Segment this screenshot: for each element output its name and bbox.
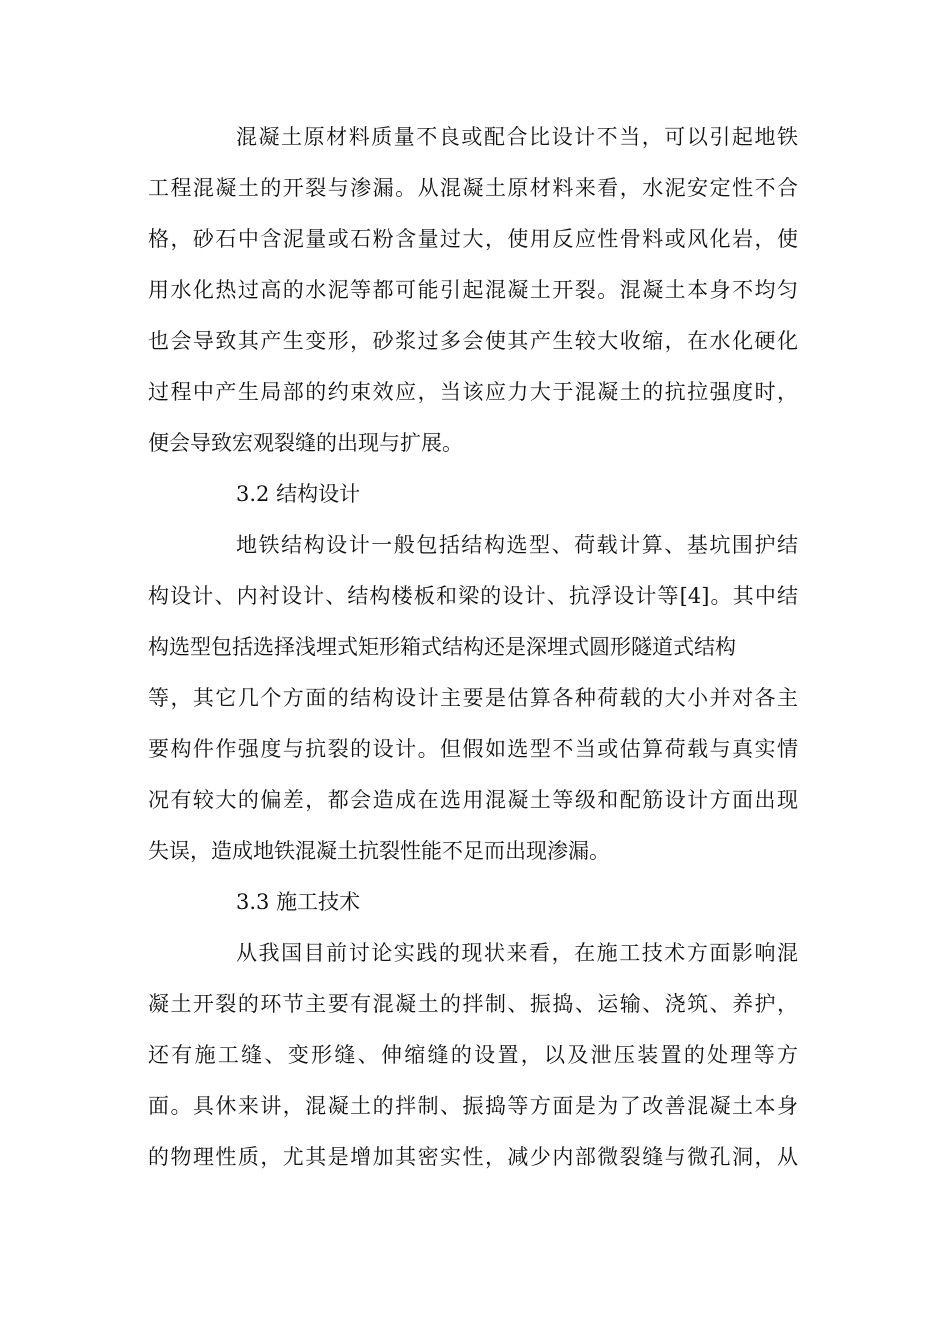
text-line: 的物理性质，尤其是增加其密实性，减少内部微裂缝与微孔洞，从: [148, 1145, 798, 1169]
text-line: 工程混凝土的开裂与渗漏。从混凝土原材料来看，水泥安定性不合: [148, 176, 798, 200]
text-line: 失误，造成地铁混凝土抗裂性能不足而出现渗漏。: [148, 839, 610, 863]
text-line: 凝土开裂的环节主要有混凝土的拌制、振捣、运输、浇筑、养护，: [148, 992, 798, 1016]
section-heading-construction-technique: 3.3 施工技术: [236, 890, 361, 914]
text-line: 构设计、内衬设计、结构楼板和梁的设计、抗浮设计等[4]。其中结: [148, 584, 798, 608]
paragraph-structure-design: [148, 520, 798, 877]
text-line: 要构件作强度与抗裂的设计。但假如选型不当或估算荷载与真实情: [148, 737, 798, 761]
text-line: 也会导致其产生变形，砂浆过多会使其产生较大收缩，在水化硬化: [148, 329, 798, 353]
body-text: [148, 112, 798, 1183]
text-line: 地铁结构设计一般包括结构选型、荷载计算、基坑围护结: [236, 533, 798, 557]
text-line: 便会导致宏观裂缝的出现与扩展。: [148, 431, 463, 455]
text-line: 还有施工缝、变形缝、伸缩缝的设置，以及泄压装置的处理等方: [148, 1043, 798, 1067]
text-line: 过程中产生局部的约束效应，当该应力大于混凝土的抗拉强度时，: [148, 380, 798, 404]
text-line: 等，其它几个方面的结构设计主要是估算各种荷载的大小并对各主: [148, 686, 798, 710]
paragraph-material-quality: [148, 112, 798, 469]
text-line: 从我国目前讨论实践的现状来看，在施工技术方面影响混: [236, 941, 798, 965]
text-line: 格，砂石中含泥量或石粉含量过大，使用反应性骨料或风化岩，使: [148, 227, 798, 251]
text-line: 况有较大的偏差，都会造成在选用混凝土等级和配筋设计方面出现: [148, 788, 798, 812]
text-line: 混凝土原材料质量不良或配合比设计不当，可以引起地铁: [236, 125, 798, 149]
text-line: 用水化热过高的水泥等都可能引起混凝土开裂。混凝土本身不均匀: [148, 278, 798, 302]
section-heading-structure-design: 3.2 结构设计: [236, 482, 361, 506]
text-line: 构选型包括选择浅埋式矩形箱式结构还是深埋式圆形隧道式结构: [148, 635, 736, 659]
text-line: 面。具休来讲，混凝土的拌制、振捣等方面是为了改善混凝土本身: [148, 1094, 798, 1118]
paragraph-construction-technique: [148, 928, 798, 1183]
